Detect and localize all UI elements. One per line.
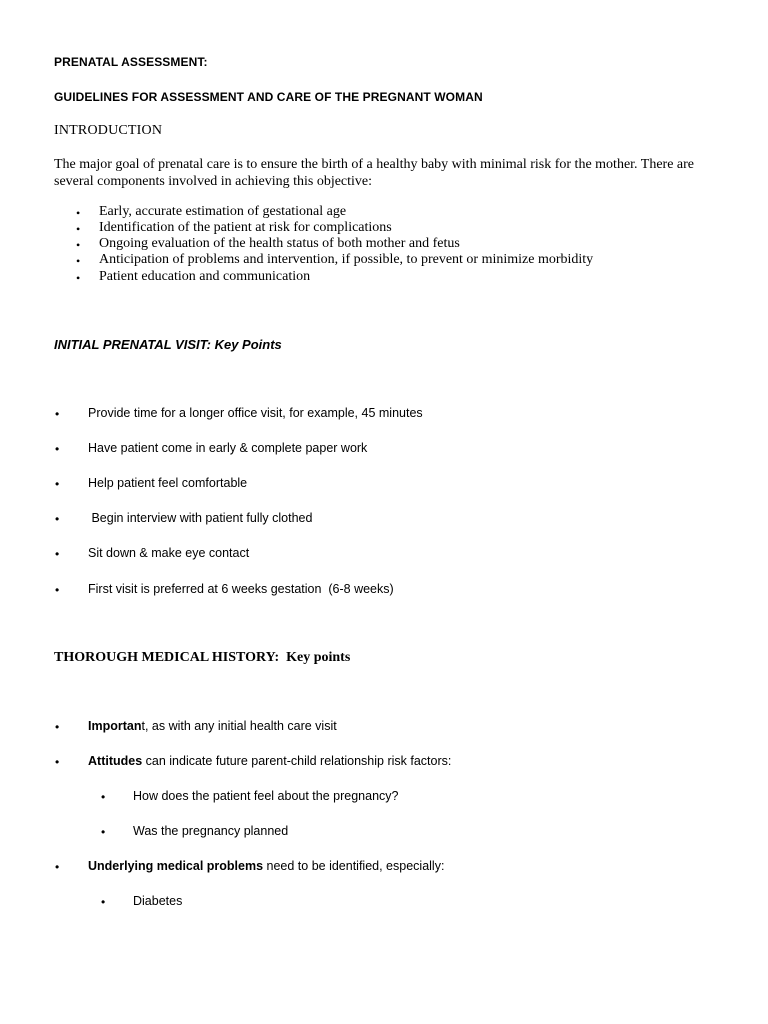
bullet-icon: • — [55, 720, 60, 734]
list-item-text: Patient education and communication — [99, 269, 311, 284]
bullet-icon: • — [101, 895, 106, 909]
bullet-icon: • — [76, 271, 81, 285]
list-item-text: Anticipation of problems and intervention, if possible, to prevent or minimize morbidity — [99, 252, 594, 267]
introduction-heading: INTRODUCTION — [54, 123, 163, 138]
list-item-text: How does the patient feel about the pregnancy? — [133, 789, 399, 803]
list-item-text: Identification of the patient at risk for complications — [99, 220, 392, 235]
bullet-icon: • — [55, 547, 60, 561]
bullet-icon: • — [55, 477, 60, 491]
bullet-icon: • — [55, 583, 60, 597]
bullet-icon: • — [76, 206, 81, 220]
initial-visit-heading: INITIAL PRENATAL VISIT: Key Points — [54, 337, 282, 352]
list-item-text: Have patient come in early & complete paper work — [88, 441, 368, 455]
item-rest-text: can indicate future parent-child relationship risk factors: — [142, 754, 452, 768]
list-item-text: First visit is preferred at 6 weeks gestation (6-8 weeks) — [88, 582, 394, 596]
list-item-text: Was the pregnancy planned — [133, 824, 289, 838]
bullet-icon: • — [55, 442, 60, 456]
item-rest-text: t, as with any initial health care visit — [141, 719, 337, 733]
bullet-icon: • — [76, 222, 81, 236]
list-item-text: Sit down & make eye contact — [88, 546, 250, 560]
bold-term: Underlying medical problems — [88, 859, 264, 873]
list-item-text — [88, 719, 337, 733]
bold-term: Importan — [88, 719, 142, 733]
list-item-text: Early, accurate estimation of gestational age — [99, 204, 347, 219]
list-item-text — [88, 859, 444, 873]
bullet-icon: • — [55, 755, 60, 769]
bullet-icon: • — [101, 825, 106, 839]
item-rest-text: need to be identified, especially: — [263, 859, 445, 873]
list-item-text — [88, 754, 451, 768]
bold-term: Attitudes — [88, 754, 143, 768]
bullet-icon: • — [55, 407, 60, 421]
bullet-icon: • — [76, 238, 81, 252]
bullet-icon: • — [76, 254, 81, 268]
list-item-text: Begin interview with patient fully clothed — [88, 511, 313, 525]
bullet-icon: • — [55, 512, 60, 526]
list-item-text: Ongoing evaluation of the health status of both mother and fetus — [99, 236, 460, 251]
bullet-icon: • — [101, 790, 106, 804]
list-item-text: Diabetes — [133, 894, 183, 908]
list-item-text: Provide time for a longer office visit, for example, 45 minutes — [88, 406, 423, 420]
medical-history-heading: THOROUGH MEDICAL HISTORY: Key points — [54, 650, 351, 665]
document-subtitle: GUIDELINES FOR ASSESSMENT AND CARE OF THE PREGNANT WOMAN — [54, 90, 483, 104]
bullet-icon: • — [55, 860, 60, 874]
list-item-text: Help patient feel comfortable — [88, 476, 248, 490]
document-title: PRENATAL ASSESSMENT: — [54, 55, 208, 69]
introduction-paragraph: The major goal of prenatal care is to ensure the birth of a healthy baby with minimal risk for the mother. There are several components involved in achieving this objective: — [54, 157, 695, 189]
